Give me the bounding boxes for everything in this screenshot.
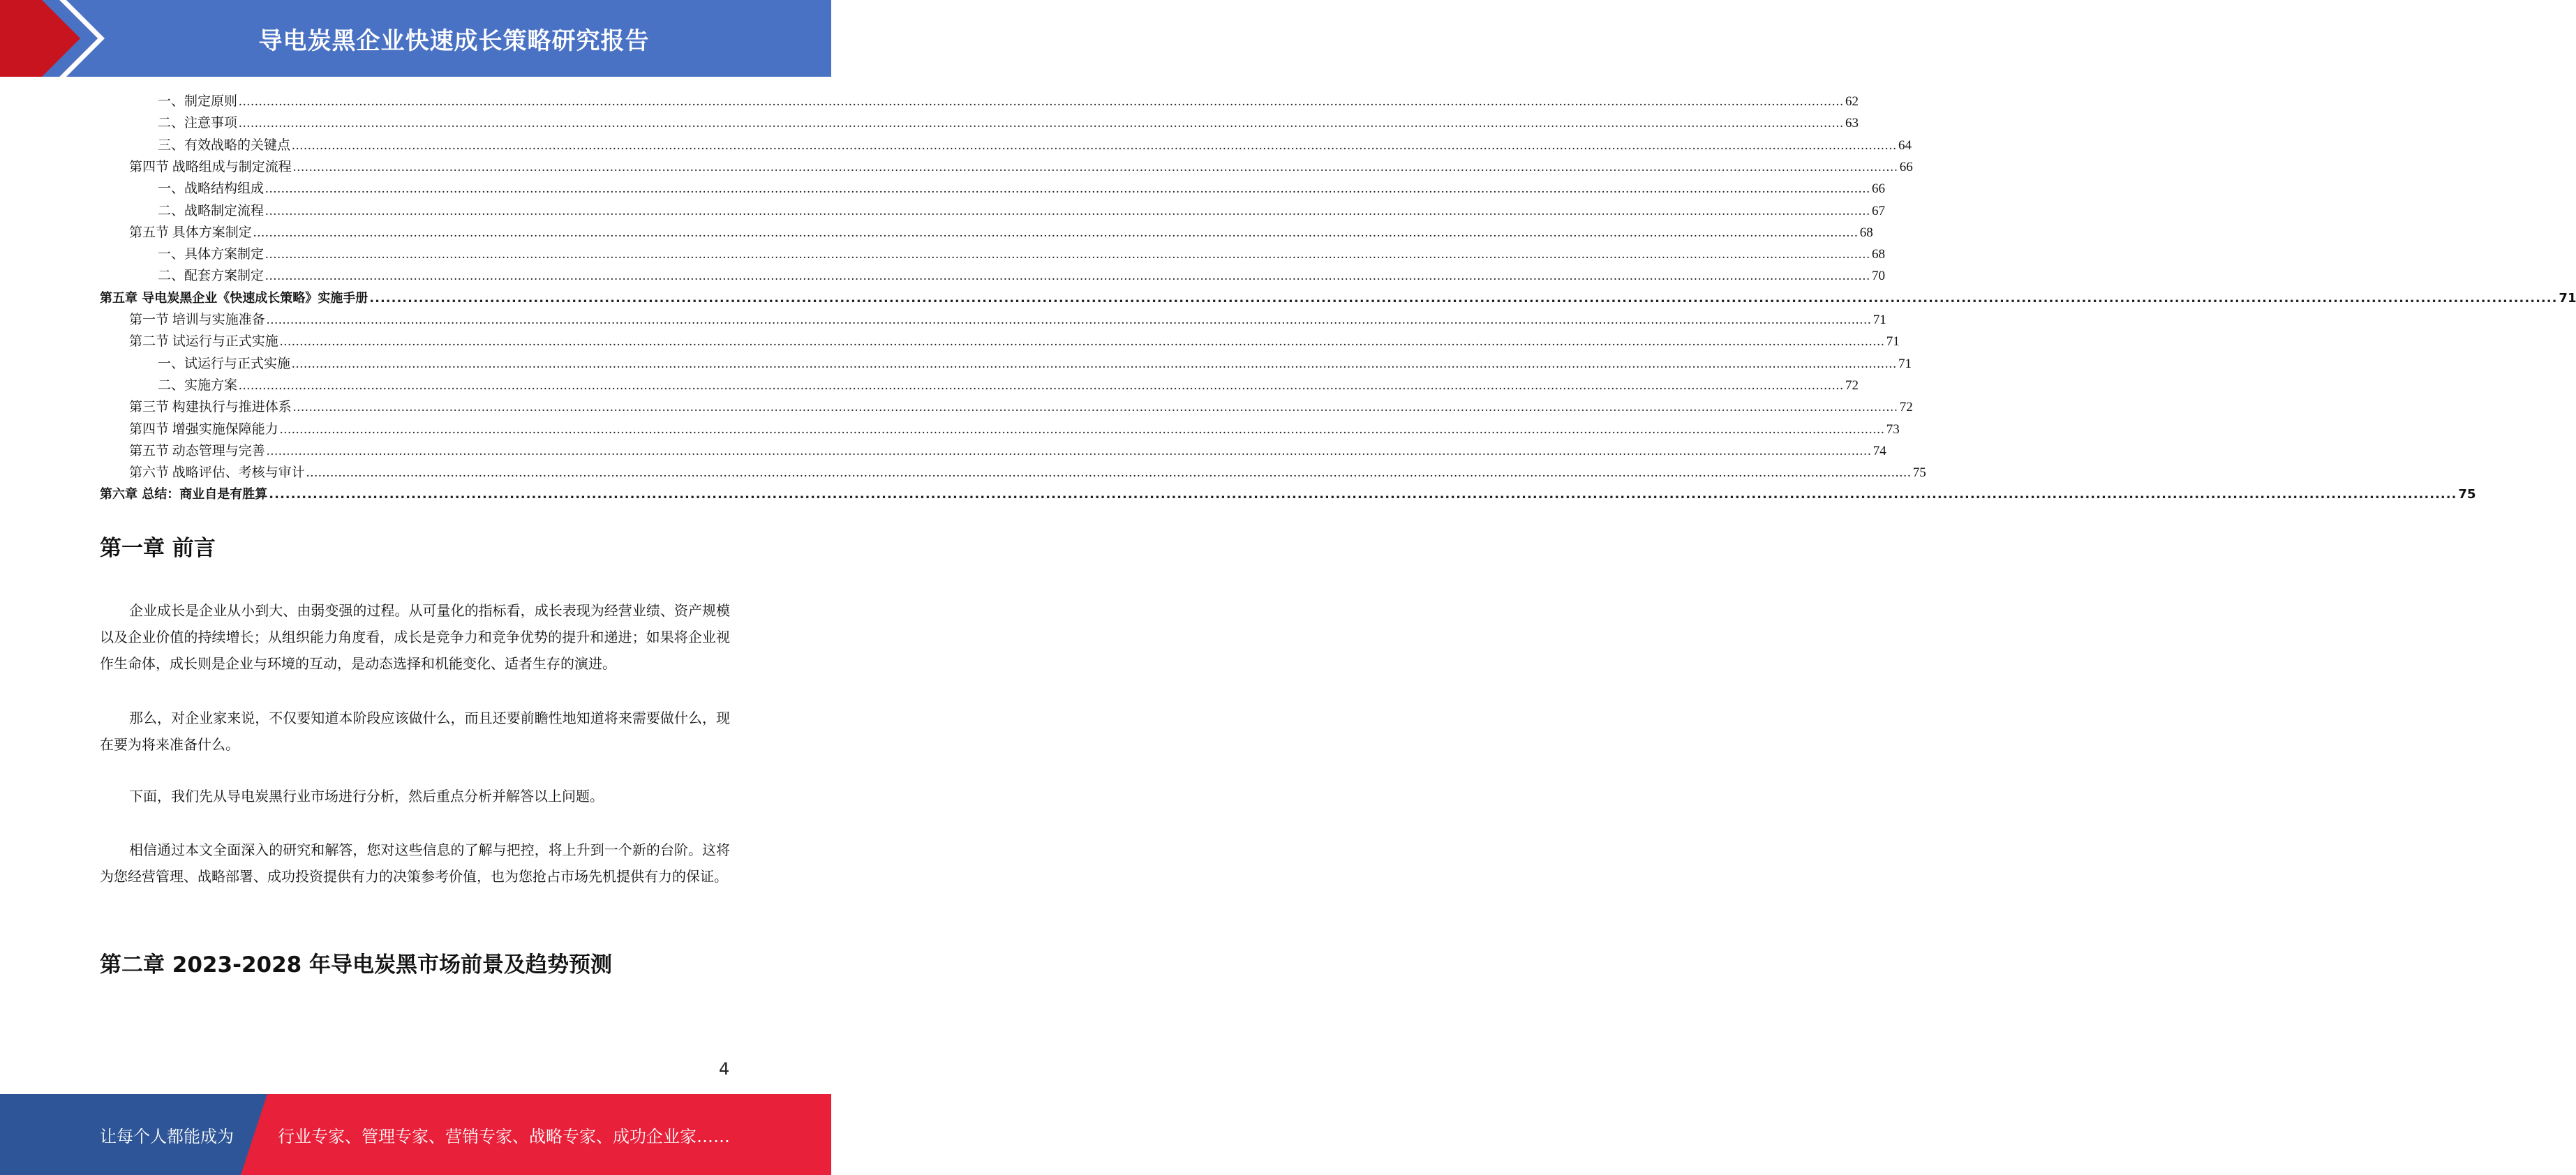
toc-entry[interactable] <box>100 285 2576 307</box>
toc-leader-dots: ................................................................................................................................................................................................................................................................................................................................................................................................................ <box>265 269 1871 284</box>
footer-slogan-right: 行业专家、管理专家、营销专家、战略专家、成功企业家…… <box>278 1126 730 1146</box>
toc-entry-page: 74 <box>1873 443 1886 458</box>
footer-slogan-left: 让每个人都能成为 <box>100 1126 234 1146</box>
toc-entry[interactable] <box>100 481 2476 503</box>
toc-entry[interactable] <box>129 154 1913 176</box>
toc-entry-page: 63 <box>1845 116 1859 131</box>
page-footer <box>0 1094 831 1175</box>
toc-entry[interactable] <box>158 263 1886 285</box>
toc-entry-label: 一、制定原则 <box>158 94 238 109</box>
paragraph-1: 企业成长是企业从小到大、由弱变强的过程。从可量化的指标看，成长表现为经营业绩、资产规模以及企业价值的持续增长；从组织能力角度看，成长是竞争力和竞争优势的提升和递进；如果将企业视作生命体，成长则是企业与环境的互动，是动态选择和机能变化、适者生存的演进。 <box>100 604 730 672</box>
toc-entry[interactable] <box>129 220 1873 241</box>
toc-entry-page: 68 <box>1859 225 1873 240</box>
toc-entry-label: 一、战略结构组成 <box>158 181 265 197</box>
toc-leader-dots: ................................................................................................................................................................................................................................................................................................................................................................................................................ <box>306 465 1912 481</box>
toc-entry[interactable] <box>129 307 1886 329</box>
toc-leader-dots: ................................................................................................................................................................................................................................................................................................................................................................................................................ <box>279 334 1885 350</box>
toc-entry-page: 64 <box>1898 137 1912 153</box>
paragraph-3: 下面，我们先从导电炭黑行业市场进行分析，然后重点分析并解答以上问题。 <box>129 789 604 804</box>
chapter-1-heading: 第一章 前言 <box>100 536 216 561</box>
toc-leader-dots: ................................................................................................................................................................................................................................................................................................................................................................................................................ <box>253 225 1859 240</box>
toc-entry-page: 73 <box>1886 421 1900 437</box>
toc-entry[interactable] <box>129 394 1913 416</box>
toc-entry[interactable] <box>158 241 1886 263</box>
toc-entry-page: 75 <box>1912 465 1926 481</box>
toc-leader-dots: ................................................................................................................................................................................................................................................................................................................................................................................................................ <box>292 159 1898 174</box>
toc-entry-label: 一、试运行与正式实施 <box>158 356 291 371</box>
toc-entry-page: 62 <box>1845 94 1859 109</box>
page-number: 4 <box>719 1059 730 1079</box>
toc-leader-dots: ................................................................................................................................................................................................................................................................................................................................................................................................................ <box>239 94 1845 109</box>
toc-entry-label: 第六节 战略评估、考核与审计 <box>129 465 305 481</box>
toc-entry-page: 66 <box>1899 159 1913 174</box>
toc-entry-page: 75 <box>2458 487 2476 502</box>
toc-leader-dots: ................................................................................................................................................................................................................................................................................................................................................................................................................ <box>279 421 1885 437</box>
toc-entry-label: 第五节 具体方案制定 <box>129 225 252 240</box>
toc-entry-label: 第三节 构建执行与推进体系 <box>129 400 292 415</box>
paragraph-4: 相信通过本文全面深入的研究和解答，您对这些信息的了解与把控，将上升到一个新的台阶。这将为您经营管理、战略部署、成功投资提供有力的决策参考价值，也为您抢占市场先机提供有力的保证。 <box>100 843 730 885</box>
toc-leader-dots: ................................................................................................................................................................................................................................................................................................................................................................................................................ <box>265 203 1871 218</box>
toc-entry-page: 71 <box>2559 290 2576 306</box>
toc-entry[interactable] <box>129 438 1886 460</box>
toc-leader-dots: ................................................................................................................................................................................................................................................................................................................................................................................................................ <box>265 247 1871 262</box>
toc-entry-page: 67 <box>1872 203 1886 218</box>
toc-leader-dots: ................................................................................................................................................................................................................................................................................................................................................................................................................ <box>292 356 1898 371</box>
toc-entry[interactable] <box>129 460 1926 481</box>
toc-entry[interactable] <box>129 329 1900 350</box>
toc-leader-dots: ................................................................................................................................................................................................................................................................................................................................................................................................................ <box>369 290 2558 306</box>
toc-entry-label: 第六章 总结：商业自是有胜算 <box>100 487 268 502</box>
toc-entry-page: 71 <box>1898 356 1912 371</box>
toc-entry-label: 第二节 试运行与正式实施 <box>129 334 278 350</box>
toc-leader-dots: ................................................................................................................................................................................................................................................................................................................................................................................................................ <box>265 181 1871 197</box>
toc-leader-dots: ................................................................................................................................................................................................................................................................................................................................................................................................................ <box>239 377 1845 393</box>
toc-entry-page: 68 <box>1872 247 1886 262</box>
toc-entry-page: 70 <box>1872 269 1886 284</box>
chapter-2-heading: 第二章 2023-2028 年导电炭黑市场前景及趋势预测 <box>100 952 613 978</box>
toc-entry[interactable] <box>129 417 1900 438</box>
toc-leader-dots: ................................................................................................................................................................................................................................................................................................................................................................................................................ <box>239 116 1845 131</box>
toc-entry-page: 72 <box>1899 400 1913 415</box>
toc-entry-label: 第一节 培训与实施准备 <box>129 313 265 327</box>
toc-entry[interactable] <box>158 110 1859 132</box>
toc-entry-page: 71 <box>1873 313 1886 327</box>
toc-entry-label: 一、具体方案制定 <box>158 247 265 262</box>
toc-entry[interactable] <box>158 89 1859 110</box>
toc-entry-label: 三、有效战略的关键点 <box>158 137 291 153</box>
toc-entry-page: 66 <box>1872 181 1886 197</box>
toc-entry-label: 二、战略制定流程 <box>158 203 265 218</box>
toc-entry-label: 二、配套方案制定 <box>158 269 265 284</box>
paragraph-2: 那么，对企业家来说，不仅要知道本阶段应该做什么，而且还要前瞻性地知道将来需要做什么，现在要为将来准备什么。 <box>100 711 730 753</box>
toc-entry[interactable] <box>158 133 1912 154</box>
toc-entry-label: 二、注意事项 <box>158 116 238 131</box>
toc-entry[interactable] <box>158 176 1886 197</box>
toc-leader-dots: ................................................................................................................................................................................................................................................................................................................................................................................................................ <box>292 137 1898 153</box>
toc-entry-label: 第五章 导电炭黑企业《快速成长策略》实施手册 <box>100 290 368 306</box>
toc-entry-label: 二、实施方案 <box>158 377 238 393</box>
report-title: 导电炭黑企业快速成长策略研究报告 <box>258 27 650 55</box>
toc-entry-page: 71 <box>1886 334 1900 350</box>
toc-leader-dots: ................................................................................................................................................................................................................................................................................................................................................................................................................ <box>266 443 1872 458</box>
page-header <box>0 0 831 77</box>
toc-entry-label: 第四节 增强实施保障能力 <box>129 421 278 437</box>
toc-entry[interactable] <box>158 351 1912 373</box>
toc-leader-dots: ................................................................................................................................................................................................................................................................................................................................................................................................................ <box>292 400 1898 415</box>
toc-entry[interactable] <box>158 373 1859 394</box>
header-red-chevron <box>0 0 105 77</box>
toc-entry[interactable] <box>158 198 1886 220</box>
toc-entry-label: 第五节 动态管理与完善 <box>129 443 265 458</box>
toc-entry-label: 第四节 战略组成与制定流程 <box>129 159 292 174</box>
toc-entry-page: 72 <box>1845 377 1859 393</box>
toc-leader-dots: ................................................................................................................................................................................................................................................................................................................................................................................................................ <box>269 487 2457 502</box>
toc-leader-dots: ................................................................................................................................................................................................................................................................................................................................................................................................................ <box>266 313 1872 327</box>
